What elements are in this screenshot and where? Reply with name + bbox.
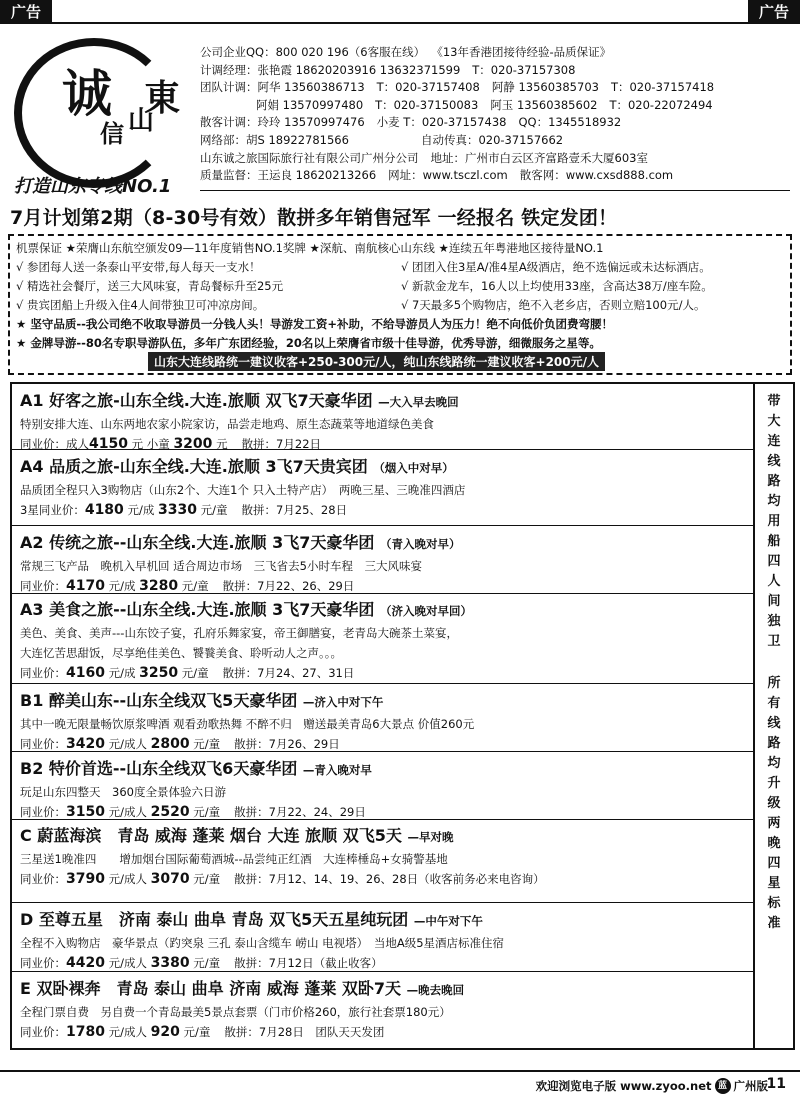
route-item [12,594,753,684]
page-number: 11 [766,1076,786,1092]
route-price: 同业价：3420 元/成人 2800 元/童 散拼：7月26、29日 [20,736,340,752]
footer-rule [0,1070,800,1072]
contact-line: 散客计调：玲玲 13570997476 小麦 T：020-37157438 QQ：1345518932 [200,115,622,130]
route-item [12,384,753,450]
route-price: 同业价：4420 元/成人 3380 元/童 散拼：7月12日（截止收客） [20,955,383,971]
route-item [12,820,753,903]
contact-line: 网络部：胡S 18922781566 自动传真：020-37157662 [200,132,564,147]
route-item [12,972,753,1050]
route-title: C 蔚蓝海滨 青岛 威海 蓬莱 烟台 大连 旅顺 双飞5天 —早对晚 [20,826,454,845]
logo-char-shan: 山 [128,106,155,136]
route-description-2: 大连忆苦思甜饭，尽享绝佳美色、饕餮美食、聆听动人之声。。。 [20,646,342,660]
contact-line: 山东诚之旅国际旅行社有限公司广州分公司 地址：广州市白云区齐富路壹禾大厦603室 [200,150,648,165]
route-title: A1 好客之旅-山东全线.大连.旅顺 双飞7天豪华团 —大入早去晚回 [20,391,459,410]
contact-divider [200,190,790,191]
route-title: D 至尊五星 济南 泰山 曲阜 青岛 双飞5天五星纯玩团 —中午对下午 [20,910,483,929]
contact-line: 公司企业QQ：800 020 196（6客服在线） 《13年香港团接待经验-品质保证》 [200,45,612,59]
route-description: 其中一晚无限量畅饮原浆啤酒 观看劲歌热舞 不醉不归 赠送最美青岛6大景点 价值260元 [20,717,475,731]
notice-pair: √ 参团每人送一条泰山平安带,每人每天一支水！ √ 团团入住3星A/准4星A级酒店，绝不选偏远或未达标酒店。 [16,260,711,274]
notice-awards: 机票保证 ★荣膺山东航空颁发09—11年度销售NO.1奖牌 ★深航、南航核心山东线 ★连续五年粤港地区接待量NO.1 [16,241,604,255]
footer-text: 欢迎浏览电子版 www.zyoo.net [535,1079,712,1093]
top-rule [0,22,800,24]
route-price: 同业价：3790 元/成人 3070 元/童 散拼：7月12、14、19、26、28日（收客前务必来电咨询） [20,871,545,887]
route-price: 3星同业价：4180 元/成 3330 元/童 散拼：7月25、28日 [20,502,348,518]
slogan: 打造山东专线NO.1 [14,176,172,197]
route-title: B1 醉美山东--山东全线双飞5天豪华团 —济入中对下午 [20,691,384,710]
footer-edition: 广州版 [733,1079,768,1093]
route-item [12,752,753,820]
route-item [12,526,753,594]
side-note-top: 带 大 连 线 路 均 用 船 四 人 间 独 卫 [767,394,781,649]
side-notes [755,382,795,1050]
route-item [12,450,753,526]
notice-quality: ★ 坚守品质--我公司绝不收取导游员一分钱人头！导游发工资+补助，不给导游员人为压力！绝不向低价负团费弯腰！ [16,317,613,331]
notice-pair: √ 精选社会餐厅，送三大风味宴，青岛餐标升至25元 √ 新款金龙车，16人以上均使用33座，含高达38万/座车险。 [16,279,713,293]
contact-line: 阿娟 13570997480 T：020-37150083 阿玉 13560385602 T：020-22072494 [256,97,713,112]
route-price: 同业价：成人4150 元 小童 3200 元 散拼：7月22日 [20,436,322,452]
route-description: 全程不入购物店 豪华景点（趵突泉 三孔 泰山含缆车 崂山 电视塔） 当地A级5星酒店标准住宿 [20,936,505,950]
route-description: 常规三飞产品 晚机入早机回 适合周边市场 三飞省去5小时车程 三大风味宴 [20,559,422,573]
route-title: B2 特价首选--山东全线双飞6天豪华团 —青入晚对早 [20,759,372,778]
route-price: 同业价：4160 元/成 3250 元/童 散拼：7月24、27、31日 [20,665,355,681]
footer [536,1078,768,1094]
notice-highlight: 山东大连线路统一建议收客+250-300元/人，纯山东线路统一建议收客+200元/人 [148,352,605,371]
route-title: E 双卧裸奔 青岛 泰山 曲阜 济南 威海 蓬莱 双卧7天 —晚去晚回 [20,979,465,998]
route-item [12,684,753,752]
route-description: 全程门票自费 另自费一个青岛最美5景点套票（门市价格260，旅行社套票180元） [20,1005,451,1019]
side-note-bottom: 所 有 线 路 均 升 级 两 晚 四 星 标 准 [767,676,781,931]
contact-line: 质量监督：王运良 18620213266 网址：www.tsczl.com 散客网：www.cxsd888.com [200,168,674,183]
logo-char-dong: 東 [144,77,181,119]
contact-line: 团队计调：阿华 13560386713 T：020-37157408 阿静 13560385703 T：020-37157418 [200,80,715,95]
contact-block [200,44,790,185]
logo-char-cheng: 诚 [62,64,112,123]
route-description: 玩足山东四整天 360度全景体验六日游 [20,785,226,799]
notice-box [8,234,792,375]
route-price: 同业价：1780 元/成人 920 元/童 散拼：7月28日 团队天天发团 [20,1024,385,1040]
route-item [12,903,753,972]
notice-pair: √ 贵宾团船上升级入住4人间带独卫可冲凉房间。 √ 7天最多5个购物店，绝不入老乡店，否则立赔100元/人。 [16,298,706,312]
footer-badge: 蓝 [715,1078,731,1094]
route-description: 美色、美食、美声---山东饺子宴，孔府乐舞家宴，帝王御膳宴，老青岛大碗茶土菜宴， [20,626,458,640]
ad-tag-left: 广告 [0,0,52,24]
route-title: A4 品质之旅-山东全线.大连.旅顺 3飞7天贵宾团 （烟入中对早） [20,457,454,476]
route-description: 品质团全程只入3购物店（山东2个、大连1个 只入土特产店） 两晚三星、三晚准四酒店 [20,483,466,497]
logo-char-xin: 信 [100,120,124,148]
route-description: 三星送1晚准四 增加烟台国际葡萄酒城--品尝纯正红酒 大连棒棰岛+女骑警基地 [20,852,448,866]
route-description: 特别安排大连、山东两地农家小院家访，品尝走地鸡、原生态蔬菜等地道绿色美食 [20,417,434,431]
route-price: 同业价：4170 元/成 3280 元/童 散拼：7月22、26、29日 [20,578,355,594]
main-banner: 7月计划第2期（8-30号有效）散拼多年销售冠军 一经报名 铁定发团！ [10,207,618,229]
contact-line: 计调经理：张艳霞 18620203916 13632371599 T：020-37157308 [200,62,576,77]
route-price: 同业价：3150 元/成人 2520 元/童 散拼：7月22、24、29日 [20,804,366,820]
ad-tag-right: 广告 [748,0,800,24]
route-title: A3 美食之旅--山东全线.大连.旅顺 3飞7天豪华团 （济入晚对早回） [20,600,472,619]
routes-list [10,382,755,1050]
route-title: A2 传统之旅--山东全线.大连.旅顺 3飞7天豪华团 （青入晚对早） [20,533,461,552]
notice-guides: ★ 金牌导游--80名专职导游队伍，多年广东团经验，20名以上荣膺省市级十佳导游，优秀导游，细微服务之星等。 [16,336,601,350]
